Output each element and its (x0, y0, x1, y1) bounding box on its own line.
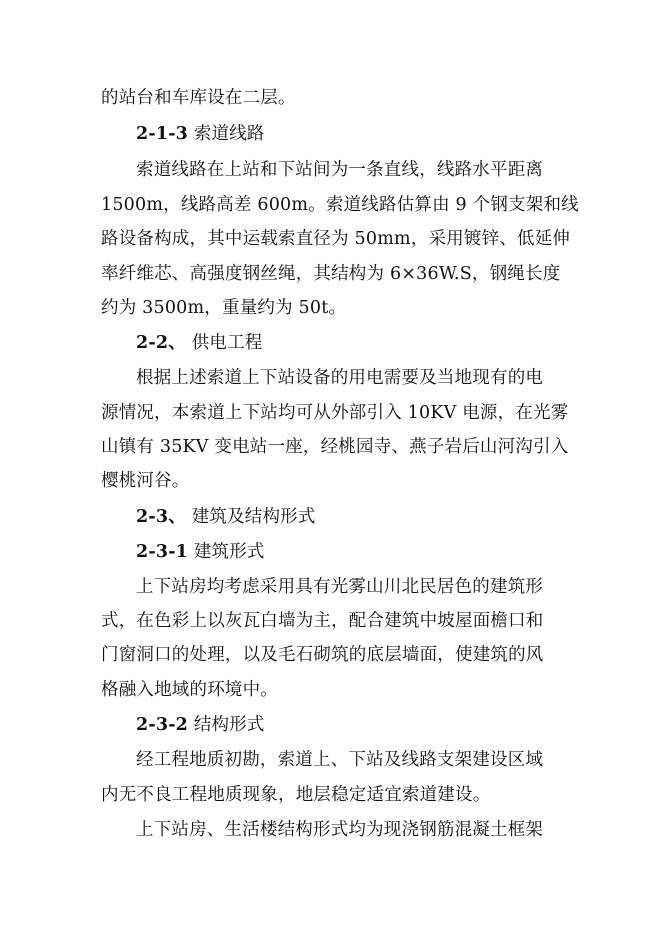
body-line: 门窗洞口的处理，以及毛石砌筑的底层墙面，使建筑的风 (101, 645, 544, 665)
body-line: 1500m，线路高差 600m。索道线路估算由 9 个钢支架和线 (101, 195, 579, 215)
body-line: 格融入地域的环境中。 (101, 680, 278, 700)
paragraph-line: 上下站房均考虑采用具有光雾山川北民居色的建筑形 (136, 577, 544, 597)
body-line: 路设备构成，其中运载索直径为 50mm，采用镀锌、低延伸 (101, 229, 571, 249)
heading-number: 2-3-1 (136, 542, 189, 562)
heading-text: 供电工程 (191, 333, 263, 353)
heading-text: 建筑形式 (193, 542, 265, 562)
heading-text: 索道线路 (193, 124, 265, 144)
paragraph-line: 上下站房、生活楼结构形式均为现浇钢筋混凝土框架 (136, 820, 544, 840)
section-heading-2-3-2 (136, 713, 265, 737)
section-heading-2-3 (136, 505, 316, 529)
body-line: 约为 3500m，重量约为 50t。 (101, 298, 347, 318)
section-heading-2-3-1 (136, 540, 265, 564)
section-heading-2-2 (136, 331, 263, 355)
heading-text: 结构形式 (193, 715, 265, 735)
heading-text: 建筑及结构形式 (191, 507, 316, 527)
body-line: 樱桃河谷。 (101, 471, 190, 491)
body-line: 率纤维芯、高强度钢丝绳，其结构为 6×36W.S，钢绳长度 (101, 264, 561, 284)
section-heading-2-1-3 (136, 122, 265, 146)
heading-number: 2-3、 (136, 507, 186, 527)
body-line: 内无不良工程地质现象，地层稳定适宜索道建设。 (101, 785, 491, 805)
body-line: 的站台和车库设在二层。 (101, 88, 296, 108)
paragraph-line: 经工程地质初勘，索道上、下站及线路支架建设区域 (136, 750, 544, 770)
paragraph-line: 索道线路在上站和下站间为一条直线，线路水平距离 (136, 160, 544, 180)
body-line: 源情况，本索道上下站均可从外部引入 10KV 电源，在光雾 (101, 403, 569, 423)
body-line: 式，在色彩上以灰瓦白墙为主，配合建筑中坡屋面檐口和 (101, 611, 544, 631)
paragraph-line: 根据上述索道上下站设备的用电需要及当地现有的电 (136, 368, 544, 388)
body-line: 山镇有 35KV 变电站一座，经桃园寺、燕子岩后山河沟引入 (101, 437, 569, 457)
heading-number: 2-2、 (136, 333, 186, 353)
heading-number: 2-1-3 (136, 124, 189, 144)
heading-number: 2-3-2 (136, 715, 189, 735)
